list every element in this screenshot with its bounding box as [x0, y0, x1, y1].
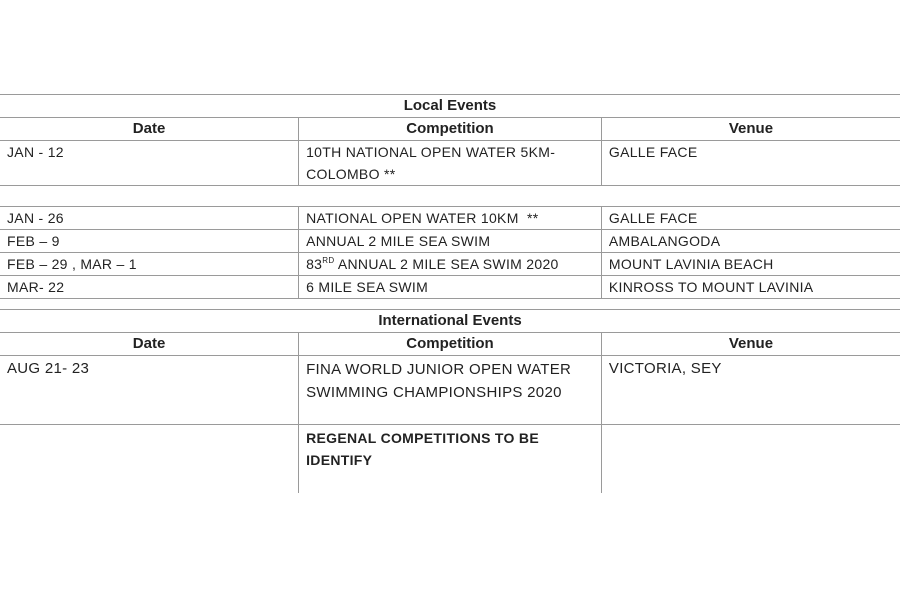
spacer-cell	[299, 186, 602, 207]
spacer-cell	[0, 299, 900, 310]
event-competition: ANNUAL 2 MILE SEA SWIM	[299, 230, 602, 253]
international-header-date: Date	[0, 333, 299, 356]
table-spacer-row	[0, 186, 900, 207]
table-row	[0, 425, 900, 494]
event-date: JAN - 12	[0, 141, 299, 186]
event-venue: KINROSS TO MOUNT LAVINIA	[601, 276, 900, 299]
events-table	[0, 94, 900, 493]
event-venue: GALLE FACE	[601, 141, 900, 186]
table-row	[0, 356, 900, 425]
table-row	[0, 207, 900, 230]
local-header-competition: Competition	[299, 118, 602, 141]
event-date: FEB – 9	[0, 230, 299, 253]
spacer-cell	[601, 186, 900, 207]
local-header-venue: Venue	[601, 118, 900, 141]
event-date: AUG 21- 23	[0, 356, 299, 425]
event-date: JAN - 26	[0, 207, 299, 230]
event-venue: AMBALANGODA	[601, 230, 900, 253]
section-spacer-row	[0, 299, 900, 310]
event-competition: 10TH NATIONAL OPEN WATER 5KM-COLOMBO **	[299, 141, 602, 186]
event-competition-rest: ANNUAL 2 MILE SEA SWIM 2020	[334, 256, 559, 272]
local-events-title: Local Events	[0, 95, 900, 118]
local-events-title-row	[0, 95, 900, 118]
event-date	[0, 425, 299, 494]
event-competition: NATIONAL OPEN WATER 10KM **	[299, 207, 602, 230]
international-header-competition: Competition	[299, 333, 602, 356]
table-row	[0, 230, 900, 253]
event-competition	[299, 253, 602, 276]
international-header-venue: Venue	[601, 333, 900, 356]
international-events-title-row	[0, 310, 900, 333]
local-header-row	[0, 118, 900, 141]
international-events-title: International Events	[0, 310, 900, 333]
event-competition-number: 83	[306, 256, 323, 272]
event-venue	[601, 425, 900, 494]
events-document	[0, 94, 900, 493]
table-row	[0, 141, 900, 186]
local-header-date: Date	[0, 118, 299, 141]
event-competition: 6 MILE SEA SWIM	[299, 276, 602, 299]
event-date: FEB – 29 , MAR – 1	[0, 253, 299, 276]
event-competition: REGENAL COMPETITIONS TO BE IDENTIFY	[299, 425, 602, 494]
event-competition: FINA WORLD JUNIOR OPEN WATER SWIMMING CHAMPIONSHIPS 2020	[299, 356, 602, 425]
event-venue: VICTORIA, SEY	[601, 356, 900, 425]
event-venue: GALLE FACE	[601, 207, 900, 230]
event-competition-ordinal: RD	[322, 256, 335, 265]
table-row	[0, 276, 900, 299]
event-date: MAR- 22	[0, 276, 299, 299]
spacer-cell	[0, 186, 299, 207]
event-venue: MOUNT LAVINIA BEACH	[601, 253, 900, 276]
table-row	[0, 253, 900, 276]
international-header-row	[0, 333, 900, 356]
